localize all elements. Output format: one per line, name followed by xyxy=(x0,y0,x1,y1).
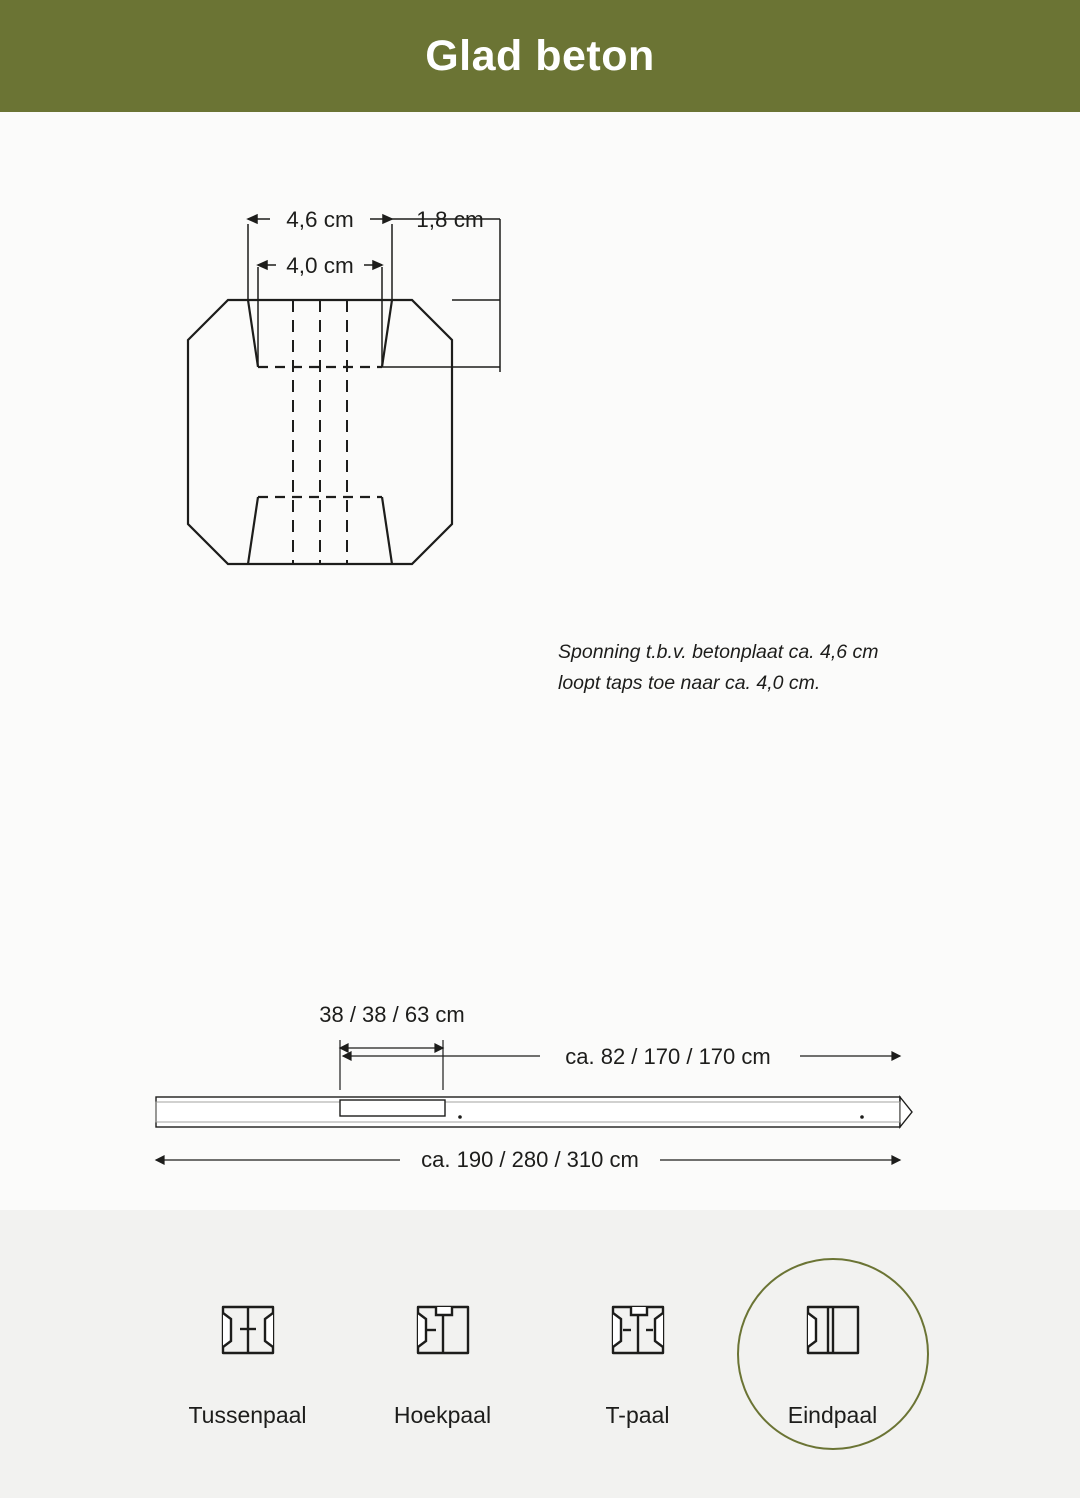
post-side-view-light xyxy=(156,1097,912,1127)
post-type-tussenpaal[interactable] xyxy=(150,1239,345,1469)
post-type-label: Eindpaal xyxy=(787,1401,878,1428)
dimension-total-length-label: ca. 190 / 280 / 310 cm xyxy=(421,1147,639,1172)
post-type-hoekpaal[interactable] xyxy=(345,1239,540,1469)
post-cross-section-diagram xyxy=(120,172,600,732)
post-type-label: Hoekpaal xyxy=(393,1401,492,1428)
dimension-46-label: 4,6 cm xyxy=(286,207,354,232)
post-type-tpaal[interactable] xyxy=(540,1239,735,1469)
dimension-segments-line xyxy=(340,1040,443,1090)
post-tussenpaal-icon xyxy=(211,1280,285,1380)
post-tpaal-icon xyxy=(601,1280,675,1380)
post-side-views-diagram xyxy=(100,852,980,1182)
page-header xyxy=(0,0,1080,112)
sponning-note: Sponning t.b.v. betonplaat ca. 4,6 cm loopt taps toe naar ca. 4,0 cm. xyxy=(558,641,879,695)
page-title: Glad beton xyxy=(425,31,655,80)
center-dashed-lines xyxy=(293,300,347,564)
post-type-eindpaal[interactable] xyxy=(735,1239,930,1469)
dimension-40-label: 4,0 cm xyxy=(286,253,354,278)
dimension-18-label: 1,8 cm xyxy=(416,207,484,232)
post-type-selector xyxy=(0,1210,1080,1498)
post-type-label: T-paal xyxy=(605,1401,670,1428)
post-hoekpaal-icon xyxy=(406,1280,480,1380)
post-eindpaal-icon xyxy=(796,1280,870,1380)
dimension-18-line xyxy=(382,219,500,372)
post-type-label: Tussenpaal xyxy=(188,1401,307,1428)
dimension-above-ground-label: ca. 82 / 170 / 170 cm xyxy=(565,1044,771,1069)
dimension-segments-label: 38 / 38 / 63 cm xyxy=(319,1002,465,1027)
diagram-area xyxy=(0,112,1080,1212)
